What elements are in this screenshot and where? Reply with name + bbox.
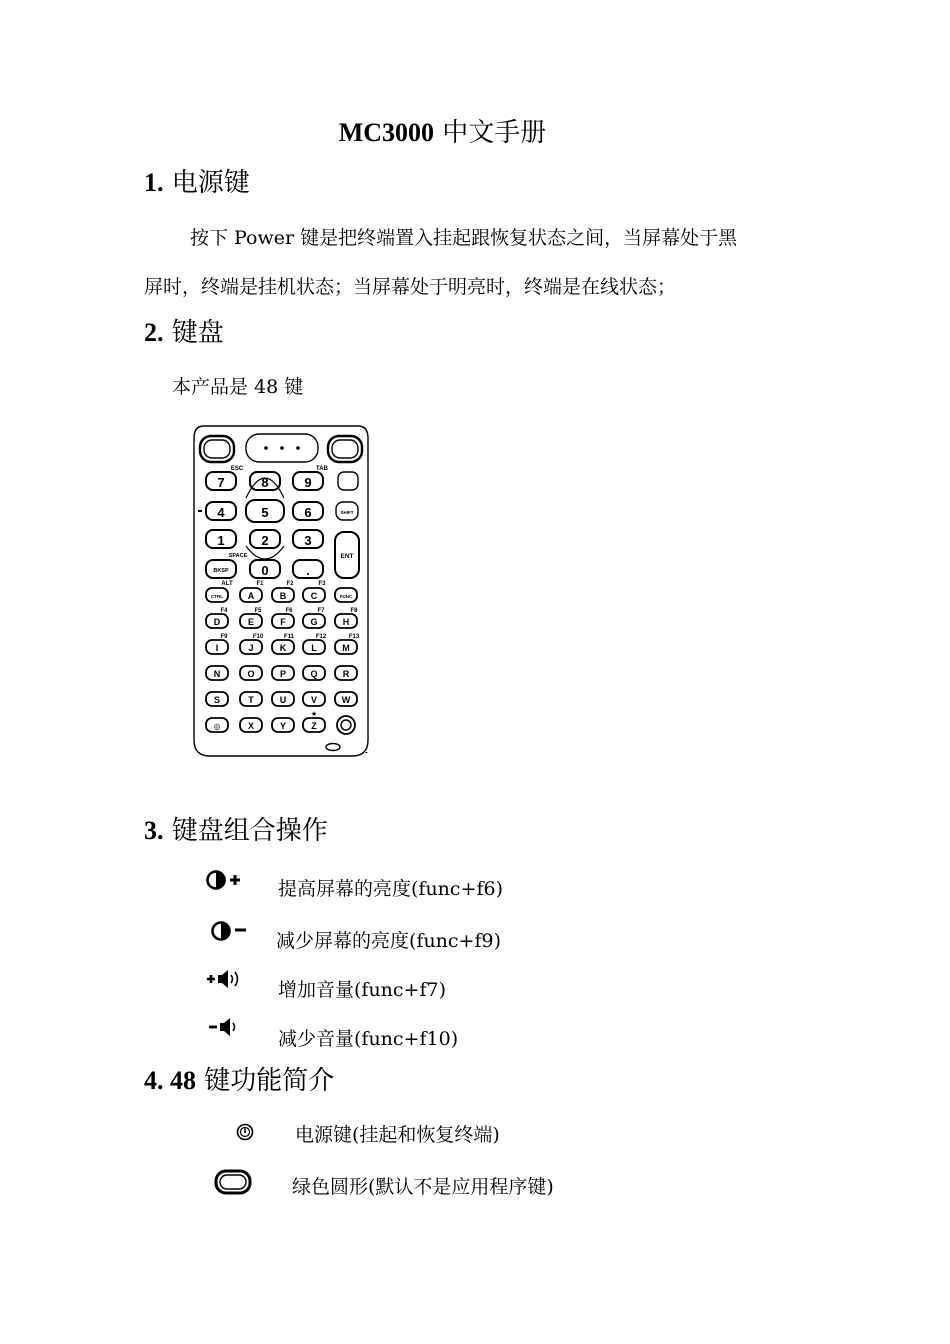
key-label: 3	[304, 533, 312, 548]
combo-brightness-down: 减少屏幕的亮度(func+f9)	[276, 930, 502, 952]
key-label: V	[310, 695, 318, 705]
key-label: 8	[261, 475, 269, 490]
keypad-power-key	[337, 716, 355, 734]
key-label: SPACE	[228, 553, 248, 559]
key-label: Q	[310, 669, 318, 679]
key-label: T	[248, 695, 254, 705]
key-label: K	[279, 643, 287, 653]
key-label: M	[342, 643, 350, 653]
key-label: F10	[252, 634, 264, 640]
keyboard-description: 本产品是 48 键	[172, 376, 304, 398]
volume-up-icon	[205, 967, 245, 991]
section-heading-functions: 4. 48 键功能简介	[144, 1066, 335, 1096]
key-label: O	[247, 669, 255, 679]
key-label: Z	[311, 721, 317, 731]
key-label: L	[311, 643, 317, 653]
key-label: F	[280, 617, 286, 627]
key-label: 0	[261, 563, 269, 578]
key-label: B	[279, 591, 287, 601]
section-heading-power: 1. 电源键	[144, 168, 250, 198]
key-label: F4	[220, 608, 228, 614]
combo-brightness-up: 提高屏幕的亮度(func+f6)	[278, 878, 504, 900]
key-label: N	[213, 669, 221, 679]
power-key-icon	[235, 1122, 255, 1142]
key-label: F5	[254, 608, 262, 614]
combo-volume-up: 增加音量(func+f7)	[278, 979, 447, 1001]
key-label: ALT	[221, 581, 233, 587]
key-label: 1	[217, 533, 225, 548]
key-label: F8	[350, 608, 358, 614]
key-label: E	[247, 617, 255, 627]
brightness-up-icon	[205, 868, 245, 892]
key-label: BKSP	[213, 568, 229, 574]
brightness-down-icon	[210, 919, 250, 943]
key-label: U	[279, 695, 287, 705]
key-label: I	[215, 643, 219, 653]
key-label: 5	[261, 505, 269, 520]
keypad-illustration	[190, 422, 372, 760]
combo-volume-down: 减少音量(func+f10)	[278, 1028, 459, 1050]
key-label: S	[213, 695, 221, 705]
key-label: Y	[279, 721, 287, 731]
section-heading-keyboard: 2. 键盘	[144, 318, 224, 348]
function-green-oval-key: 绿色圆形(默认不是应用程序键)	[292, 1176, 554, 1198]
key-label: P	[279, 669, 287, 679]
key-label: 6	[304, 505, 312, 520]
key-label: 9	[304, 475, 312, 490]
power-paragraph-line2: 屏时，终端是挂机状态；当屏幕处于明亮时，终端是在线状态；	[144, 276, 677, 298]
key-label: C	[310, 591, 318, 601]
volume-down-icon	[207, 1015, 247, 1039]
key-label: X	[247, 721, 255, 731]
key-label: F9	[220, 634, 228, 640]
key-label: H	[342, 617, 350, 627]
key-label: SHIFT	[340, 510, 354, 515]
key-label: A	[247, 591, 255, 601]
section-heading-combos: 3. 键盘组合操作	[144, 816, 328, 846]
function-power-key: 电源键(挂起和恢复终端)	[295, 1124, 500, 1146]
star-icon: ★	[310, 711, 318, 718]
light-bulb-icon: ◎	[213, 722, 221, 731]
key-label: 2	[261, 533, 269, 548]
green-oval-key-icon	[213, 1168, 253, 1196]
key-label: FUNC	[339, 594, 353, 599]
key-label: ENT	[340, 553, 354, 560]
key-label: CTRL	[211, 594, 223, 599]
key-label: W	[341, 695, 351, 705]
power-paragraph-line1: 按下 Power 键是把终端置入挂起跟恢复状态之间，当屏幕处于黑	[190, 227, 738, 249]
key-label: J	[248, 643, 254, 653]
key-label: .	[306, 563, 310, 578]
key-label: F13	[348, 634, 360, 640]
key-label: F12	[315, 634, 327, 640]
key-label: 7	[217, 475, 225, 490]
key-label: F7	[317, 608, 325, 614]
key-label: 4	[217, 505, 225, 520]
key-label: F2	[286, 581, 294, 587]
key-label: TAB	[316, 466, 328, 472]
key-label: G	[310, 617, 318, 627]
key-label: F11	[283, 634, 295, 640]
document-title: MC3000 中文手册	[338, 118, 547, 148]
key-label: R	[342, 669, 350, 679]
key-label: F1	[256, 581, 264, 587]
key-label: D	[213, 617, 221, 627]
key-label: ESC	[230, 466, 244, 472]
key-label: F6	[285, 608, 293, 614]
key-label: F3	[318, 581, 326, 587]
